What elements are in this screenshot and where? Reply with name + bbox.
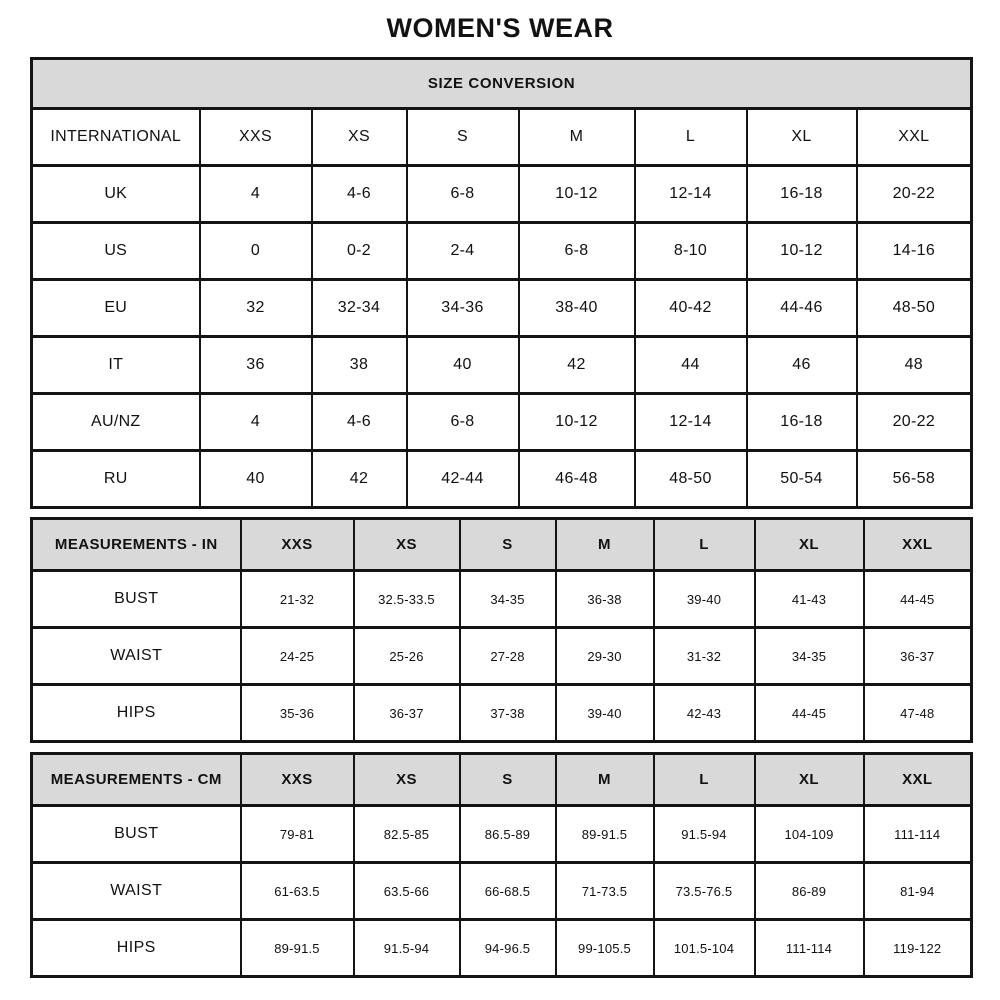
column-header-size: XL	[755, 754, 864, 806]
table-row	[32, 109, 972, 166]
measurement-value-cell: 86.5-89	[460, 806, 556, 863]
size-value-cell: 42	[312, 451, 407, 508]
column-header-size: XXS	[200, 109, 312, 166]
size-conversion-table	[30, 57, 973, 509]
table-gap	[30, 743, 970, 752]
column-header-size: XXL	[864, 754, 972, 806]
column-header-size: XS	[354, 754, 460, 806]
measurement-value-cell: 89-91.5	[556, 806, 654, 863]
measurement-value-cell: 21-32	[241, 571, 354, 628]
measurement-value-cell: 44-45	[755, 685, 864, 742]
table-row	[32, 223, 972, 280]
table-row	[32, 166, 972, 223]
measurement-value-cell: 34-35	[460, 571, 556, 628]
table-row	[32, 628, 972, 685]
table-row	[32, 571, 972, 628]
table-row	[32, 337, 972, 394]
column-header-size: XXL	[864, 519, 972, 571]
table-row	[32, 394, 972, 451]
size-value-cell: 42-44	[407, 451, 519, 508]
measurement-value-cell: 101.5-104	[654, 920, 755, 977]
table-row	[32, 920, 972, 977]
row-label: BUST	[32, 806, 241, 863]
row-label: US	[32, 223, 200, 280]
size-value-cell: 40-42	[635, 280, 747, 337]
row-label: WAIST	[32, 628, 241, 685]
column-header-size: XL	[747, 109, 857, 166]
size-value-cell: 14-16	[857, 223, 972, 280]
size-value-cell: 46-48	[519, 451, 635, 508]
size-value-cell: 56-58	[857, 451, 972, 508]
size-value-cell: 46	[747, 337, 857, 394]
size-value-cell: 48-50	[857, 280, 972, 337]
size-value-cell: 8-10	[635, 223, 747, 280]
size-value-cell: 6-8	[519, 223, 635, 280]
measurement-value-cell: 99-105.5	[556, 920, 654, 977]
size-value-cell: 10-12	[519, 394, 635, 451]
size-value-cell: 6-8	[407, 166, 519, 223]
column-header-international: INTERNATIONAL	[32, 109, 200, 166]
measurement-value-cell: 119-122	[864, 920, 972, 977]
measurement-value-cell: 37-38	[460, 685, 556, 742]
size-value-cell: 34-36	[407, 280, 519, 337]
size-value-cell: 38-40	[519, 280, 635, 337]
size-value-cell: 36	[200, 337, 312, 394]
table-row	[32, 59, 972, 109]
column-header-size: S	[460, 754, 556, 806]
measurements-in-table	[30, 517, 973, 743]
measurement-value-cell: 41-43	[755, 571, 864, 628]
size-value-cell: 32	[200, 280, 312, 337]
table-row	[32, 806, 972, 863]
size-value-cell: 48-50	[635, 451, 747, 508]
row-label: BUST	[32, 571, 241, 628]
measurement-value-cell: 36-37	[864, 628, 972, 685]
column-header-size: XS	[312, 109, 407, 166]
table-row	[32, 863, 972, 920]
column-header-size: M	[519, 109, 635, 166]
row-label: EU	[32, 280, 200, 337]
measurement-value-cell: 111-114	[755, 920, 864, 977]
measurements-in-header: MEASUREMENTS - IN	[32, 519, 241, 571]
table-gap	[30, 509, 970, 517]
size-value-cell: 0-2	[312, 223, 407, 280]
table-row	[32, 280, 972, 337]
column-header-size: XXS	[241, 754, 354, 806]
column-header-size: M	[556, 754, 654, 806]
measurement-value-cell: 27-28	[460, 628, 556, 685]
size-value-cell: 48	[857, 337, 972, 394]
size-value-cell: 6-8	[407, 394, 519, 451]
column-header-size: XXS	[241, 519, 354, 571]
measurement-value-cell: 61-63.5	[241, 863, 354, 920]
size-value-cell: 4-6	[312, 166, 407, 223]
column-header-size: L	[654, 754, 755, 806]
row-label: WAIST	[32, 863, 241, 920]
size-value-cell: 20-22	[857, 166, 972, 223]
size-value-cell: 16-18	[747, 394, 857, 451]
measurement-value-cell: 32.5-33.5	[354, 571, 460, 628]
measurement-value-cell: 111-114	[864, 806, 972, 863]
measurement-value-cell: 89-91.5	[241, 920, 354, 977]
measurement-value-cell: 94-96.5	[460, 920, 556, 977]
measurement-value-cell: 39-40	[556, 685, 654, 742]
column-header-size: XL	[755, 519, 864, 571]
size-value-cell: 40	[407, 337, 519, 394]
measurement-value-cell: 31-32	[654, 628, 755, 685]
measurement-value-cell: 42-43	[654, 685, 755, 742]
measurement-value-cell: 35-36	[241, 685, 354, 742]
size-value-cell: 44-46	[747, 280, 857, 337]
row-label: UK	[32, 166, 200, 223]
measurement-value-cell: 71-73.5	[556, 863, 654, 920]
column-header-size: XS	[354, 519, 460, 571]
measurement-value-cell: 91.5-94	[654, 806, 755, 863]
size-value-cell: 42	[519, 337, 635, 394]
measurement-value-cell: 91.5-94	[354, 920, 460, 977]
size-value-cell: 12-14	[635, 166, 747, 223]
measurement-value-cell: 24-25	[241, 628, 354, 685]
measurement-value-cell: 66-68.5	[460, 863, 556, 920]
measurement-value-cell: 81-94	[864, 863, 972, 920]
measurements-cm-header: MEASUREMENTS - CM	[32, 754, 241, 806]
table-row	[32, 451, 972, 508]
measurement-value-cell: 104-109	[755, 806, 864, 863]
measurement-value-cell: 36-37	[354, 685, 460, 742]
size-value-cell: 16-18	[747, 166, 857, 223]
size-value-cell: 50-54	[747, 451, 857, 508]
page-title: WOMEN'S WEAR	[386, 13, 614, 43]
size-value-cell: 44	[635, 337, 747, 394]
size-value-cell: 12-14	[635, 394, 747, 451]
measurement-value-cell: 44-45	[864, 571, 972, 628]
measurement-value-cell: 39-40	[654, 571, 755, 628]
size-conversion-banner: SIZE CONVERSION	[32, 59, 972, 109]
measurement-value-cell: 79-81	[241, 806, 354, 863]
column-header-size: XXL	[857, 109, 972, 166]
size-value-cell: 10-12	[747, 223, 857, 280]
column-header-size: L	[654, 519, 755, 571]
measurement-value-cell: 73.5-76.5	[654, 863, 755, 920]
column-header-size: S	[407, 109, 519, 166]
size-value-cell: 4-6	[312, 394, 407, 451]
row-label: IT	[32, 337, 200, 394]
measurement-value-cell: 25-26	[354, 628, 460, 685]
size-value-cell: 38	[312, 337, 407, 394]
size-value-cell: 32-34	[312, 280, 407, 337]
measurements-cm-table	[30, 752, 973, 978]
row-label: HIPS	[32, 685, 241, 742]
row-label: RU	[32, 451, 200, 508]
measurement-value-cell: 86-89	[755, 863, 864, 920]
column-header-size: M	[556, 519, 654, 571]
measurement-value-cell: 82.5-85	[354, 806, 460, 863]
table-row	[32, 519, 972, 571]
size-value-cell: 10-12	[519, 166, 635, 223]
measurement-value-cell: 36-38	[556, 571, 654, 628]
size-value-cell: 0	[200, 223, 312, 280]
size-value-cell: 40	[200, 451, 312, 508]
table-row	[32, 685, 972, 742]
row-label: HIPS	[32, 920, 241, 977]
measurement-value-cell: 29-30	[556, 628, 654, 685]
measurement-value-cell: 47-48	[864, 685, 972, 742]
size-value-cell: 4	[200, 394, 312, 451]
row-label: AU/NZ	[32, 394, 200, 451]
column-header-size: S	[460, 519, 556, 571]
size-value-cell: 2-4	[407, 223, 519, 280]
measurement-value-cell: 34-35	[755, 628, 864, 685]
size-value-cell: 20-22	[857, 394, 972, 451]
table-row	[32, 754, 972, 806]
size-value-cell: 4	[200, 166, 312, 223]
measurement-value-cell: 63.5-66	[354, 863, 460, 920]
column-header-size: L	[635, 109, 747, 166]
